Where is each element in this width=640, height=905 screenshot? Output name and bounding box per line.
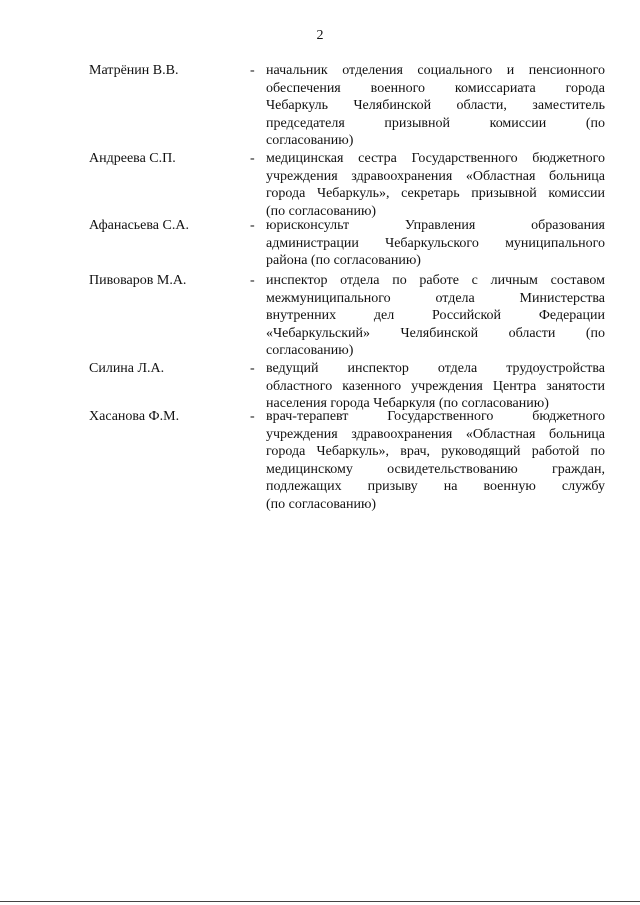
member-role [266,150,605,220]
role-line: обеспечения военного комиссариата города [266,80,605,96]
role-line: администрации Чебаркульского муниципального [266,235,605,251]
role-line: учреждения здравоохранения «Областная больница [266,426,605,442]
role-line: инспектор отдела по работе с личным составом [266,273,605,288]
role-line: населения города Чебаркуля (по согласованию) [266,396,549,412]
role-line: областного казенного учреждения Центра занятости [266,378,605,394]
member-role [266,217,605,270]
role-line: (по согласованию) [266,203,377,219]
member-role [266,408,605,514]
role-line: города Чебаркуль», врач, руководящий работой по [266,444,605,460]
role-line: (по согласованию) [266,496,377,512]
member-dash: - [250,218,255,233]
role-line: внутренних дел Российской Федерации [266,308,605,324]
member-role [266,272,605,360]
role-line: медицинская сестра Государственного бюджетного [266,151,605,166]
member-dash: - [250,409,255,424]
member-dash: - [250,151,255,166]
member-name: Силина Л.А. [89,361,165,376]
role-line: врач-терапевт Государственного бюджетного [266,409,605,424]
role-line: согласованию) [266,343,354,359]
member-name: Андреева С.П. [89,151,176,166]
page-number: 2 [316,28,324,43]
member-dash: - [250,63,255,78]
role-line: межмуниципального отдела Министерства [266,290,605,306]
role-line: председателя призывной комиссии (по [266,115,605,131]
role-line: согласованию) [266,133,354,149]
role-line: учреждения здравоохранения «Областная больница [266,168,605,184]
member-name: Пивоваров М.А. [89,273,187,288]
role-line: медицинскому освидетельствованию граждан, [266,461,605,477]
role-line: района (по согласованию) [266,253,421,269]
member-name: Матрёнин В.В. [89,63,179,78]
member-dash: - [250,273,255,288]
member-role [266,360,605,413]
member-dash: - [250,361,255,376]
member-name: Афанасьева С.А. [89,218,189,233]
member-name: Хасанова Ф.М. [89,409,180,424]
role-line: юрисконсульт Управления образования [266,218,605,233]
role-line: «Чебаркульский» Челябинской области (по [266,325,605,341]
role-line: города Чебаркуль», секретарь призывной комиссии [266,186,605,202]
page-bottom-border [0,901,640,902]
role-line: подлежащих призыву на военную службу [266,479,605,495]
role-line: начальник отделения социального и пенсионного [266,63,605,78]
role-line: ведущий инспектор отдела трудоустройства [266,361,605,376]
role-line: Чебаркуль Челябинской области, заместитель [266,98,605,114]
member-role [266,62,605,150]
